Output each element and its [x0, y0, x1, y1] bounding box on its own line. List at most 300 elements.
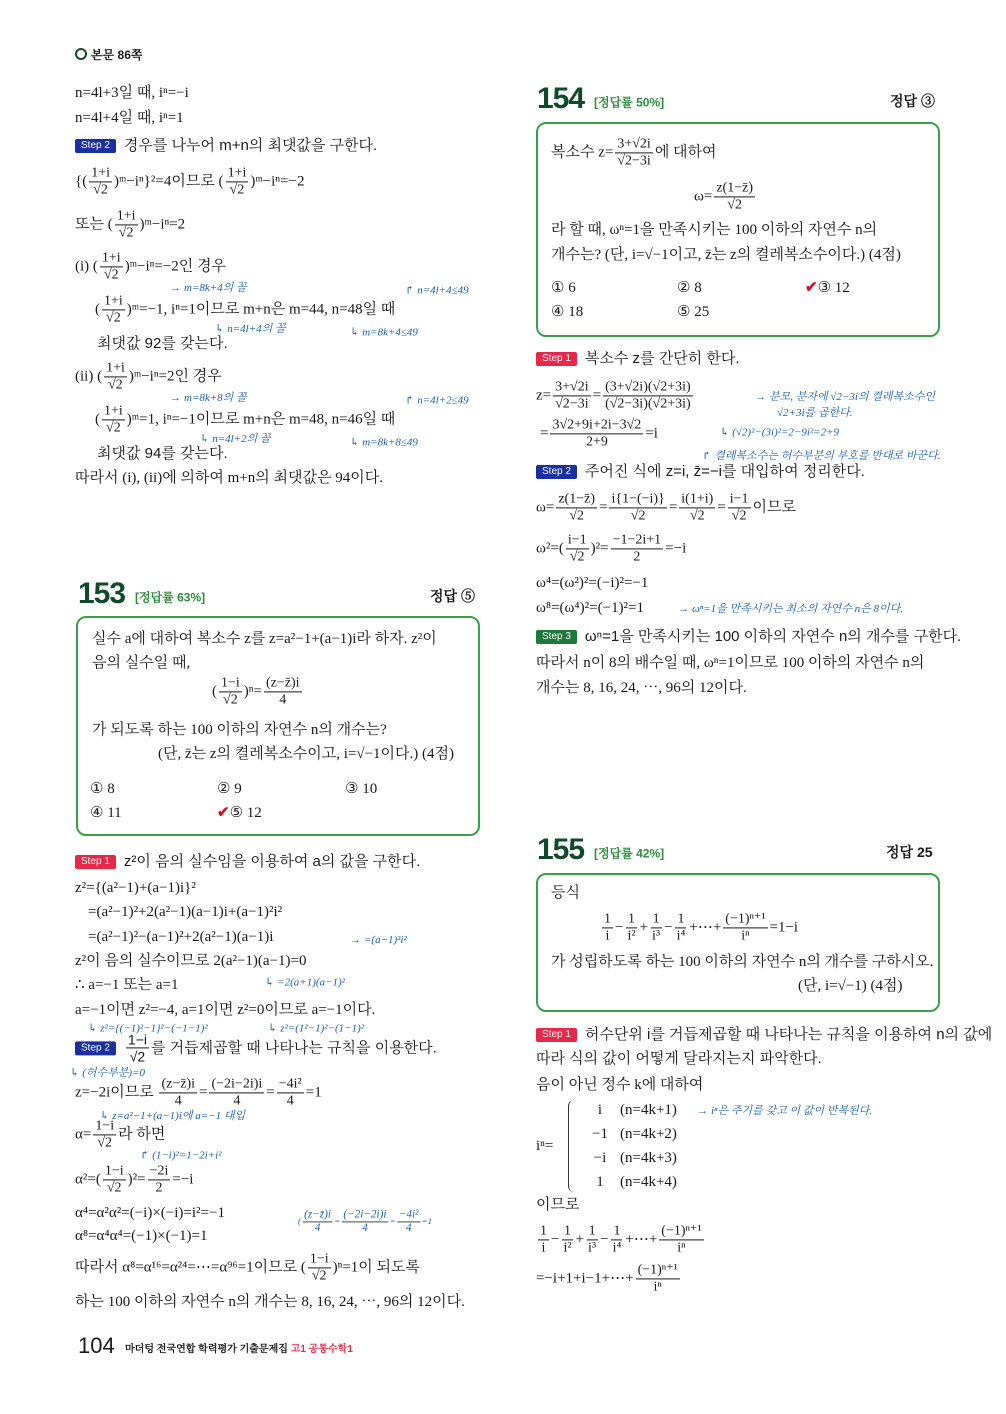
- math-text: 따라서 α⁸=α¹⁶=α²⁴=⋯=α⁹⁶=1이므로 (: [75, 1259, 306, 1276]
- step-title: 경우를 나누어 m+n의 최댓값을 구한다.: [123, 137, 378, 154]
- denominator: 4: [174, 1093, 182, 1109]
- step-heading: [536, 350, 740, 368]
- numerator: 1: [626, 911, 637, 928]
- math-line: 하는 100 이하의 자연수 n의 개수는 8, 16, 24, ⋯, 96의 12이다.: [75, 1294, 465, 1310]
- case-value: −1: [592, 1126, 608, 1142]
- math-text: =1−i: [769, 919, 799, 936]
- fraction: [561, 1223, 573, 1256]
- numerator: (−1)ⁿ⁺¹: [723, 911, 767, 928]
- choice-2: ② 8: [677, 280, 702, 296]
- math-text: α=: [75, 1126, 92, 1143]
- numerator: 1−i: [103, 1163, 126, 1180]
- denominator: i: [605, 928, 610, 944]
- fraction: [586, 1223, 598, 1256]
- step-heading: [75, 853, 420, 871]
- math-text: =1: [421, 1216, 432, 1227]
- step-badge: Step 1: [536, 1028, 577, 1042]
- denominator: √2: [311, 1268, 327, 1284]
- denominator: i²: [563, 1240, 572, 1256]
- numerator: 3+√2i: [553, 379, 590, 396]
- fraction: [103, 1163, 126, 1196]
- arrow-icon: ↳: [200, 433, 210, 445]
- denominator: iⁿ: [677, 1240, 686, 1256]
- text-line: 최댓값 92를 갖는다.: [97, 335, 228, 352]
- numerator: 3√2+9i+2i−3√2: [550, 417, 643, 434]
- math-text: +: [639, 919, 649, 936]
- math-text: )ᵐ−iⁿ=2인 경우: [128, 368, 222, 385]
- arrow-icon: ↳: [88, 1022, 98, 1035]
- numerator: 3+√2i: [615, 136, 652, 153]
- arrow-icon: ↳: [100, 1110, 110, 1122]
- fraction: [723, 911, 767, 944]
- numerator: −2i: [148, 1163, 171, 1180]
- denominator: √2: [118, 225, 134, 241]
- fraction: [226, 165, 249, 198]
- denominator: √2: [129, 1048, 146, 1065]
- question-text: 가 성립하도록 하는 100 이하의 자연수 n의 개수를 구하시오.: [551, 954, 934, 970]
- answer-label: 정답 25: [886, 844, 933, 860]
- annotation-text: m=8k+4≤49: [362, 326, 418, 339]
- math-text: 이므로: [752, 499, 797, 516]
- arrow-icon: →: [170, 392, 181, 404]
- math-text: α²=(: [75, 1171, 101, 1188]
- math-text: ω=: [694, 188, 713, 205]
- math-text: (: [95, 411, 100, 428]
- math-text: {(: [75, 173, 88, 190]
- fraction: [636, 1262, 680, 1295]
- fraction: [659, 1223, 703, 1256]
- annotation-text: z=a²−1+(a−1)i에 a=−1 대입: [112, 1110, 246, 1122]
- case-value: i: [597, 1102, 603, 1118]
- fraction: [603, 379, 693, 412]
- math-text: (i) (: [75, 258, 98, 275]
- math-text: =: [599, 499, 608, 516]
- choice-1: ① 6: [551, 280, 576, 296]
- fraction: [609, 491, 666, 524]
- numerator: 1: [602, 911, 613, 928]
- math-text: −: [551, 1231, 560, 1248]
- annotation-text: m=8k+8≤49: [362, 436, 418, 449]
- check-mark-icon: ✔: [805, 280, 818, 296]
- text-line: n=4l+4일 때, iⁿ=1: [75, 110, 184, 126]
- fraction: [102, 403, 125, 436]
- math-line: [75, 1118, 165, 1151]
- annotation-text: z²=(1²−1)²−(1−1)²: [280, 1022, 365, 1035]
- choice-3-correct: [805, 279, 850, 297]
- math-line: =(a²−1)²−(a−1)²+2(a²−1)(a−1)i: [88, 929, 274, 945]
- annotation: [140, 1149, 222, 1162]
- numerator: 1−i: [219, 675, 242, 692]
- step-heading: [75, 137, 377, 155]
- annotation: [350, 326, 418, 339]
- fraction: [611, 1223, 624, 1256]
- math-text: +⋯+: [625, 1231, 658, 1248]
- fraction: [538, 1223, 549, 1256]
- math-text: =: [668, 499, 678, 516]
- case-value: 1: [596, 1174, 604, 1190]
- numerator: 1−i: [127, 1031, 147, 1048]
- denominator: 2: [155, 1180, 163, 1196]
- math-line: [212, 675, 304, 708]
- math-line: [75, 208, 185, 241]
- fraction: [159, 1076, 197, 1109]
- step-badge: Step 3: [536, 630, 577, 644]
- denominator: √2: [106, 310, 121, 326]
- step-title: z²이 음의 실수임을 이용하여 a의 값을 구한다.: [123, 853, 421, 870]
- choice-5-correct: [217, 804, 262, 822]
- math-text: )²=: [590, 540, 609, 557]
- denominator: i⁴: [612, 1240, 622, 1256]
- fraction: [714, 180, 755, 213]
- arrow-icon: →: [678, 603, 689, 615]
- numerator: 1: [675, 911, 686, 928]
- choice-label: ⑤ 12: [229, 805, 262, 821]
- fraction: [277, 1076, 304, 1109]
- annotation-text: n=4l+2의 꼴: [212, 433, 271, 445]
- case-value: −i: [593, 1150, 607, 1166]
- math-text: +⋯+: [689, 919, 722, 936]
- math-text: =: [592, 387, 602, 404]
- math-text: )ᵐ−iⁿ=−2: [250, 173, 305, 190]
- denominator: i²: [627, 928, 636, 944]
- question-text: (단, z̄는 z의 켤레복소수이고, i=√−1이다.) (4점): [158, 746, 454, 762]
- numerator: 1: [587, 1223, 598, 1240]
- case-condition: (n=4k+2): [620, 1126, 677, 1142]
- fraction: [148, 1163, 171, 1196]
- annotation-text: =(a−1)²i²: [364, 934, 407, 946]
- arrow-icon: ↳: [720, 426, 730, 439]
- denominator: √2: [689, 508, 705, 524]
- math-text: =: [389, 1216, 396, 1227]
- arrow-icon: →: [755, 391, 766, 403]
- case-row: [580, 1101, 677, 1119]
- denominator: √2: [97, 1135, 113, 1151]
- numerator: i{1−(−i)}: [609, 491, 666, 508]
- denominator: √2−3i: [555, 396, 589, 412]
- fraction: [550, 417, 643, 450]
- math-line: ∴ a=−1 또는 a=1: [75, 977, 179, 993]
- math-text: =: [717, 499, 726, 516]
- math-line: [536, 491, 796, 524]
- math-text: )ᵐ=1, iⁿ=−1이므로 m+n은 m=48, n=46일 때: [126, 411, 396, 428]
- denominator: iⁿ: [653, 1279, 662, 1295]
- numerator: i(1+i): [679, 491, 715, 508]
- math-line: [600, 911, 798, 944]
- math-text: =: [266, 1084, 275, 1101]
- numerator: 1+i: [115, 208, 138, 225]
- numerator: 1: [562, 1223, 573, 1240]
- numerator: (−2i−2i)i: [209, 1076, 264, 1093]
- section-label: 본문 86쪽: [91, 48, 143, 62]
- fraction: [126, 1031, 149, 1064]
- denominator: 4: [314, 1222, 321, 1235]
- math-text: =i: [645, 425, 658, 442]
- math-line: [75, 165, 304, 198]
- step-title: 주어진 식에 z=i, z̄=−i를 대입하여 정리한다.: [584, 463, 865, 480]
- page-number: 104: [78, 1333, 115, 1358]
- fraction: [556, 491, 597, 524]
- step-title: 복소수 z를 간단히 한다.: [584, 350, 740, 367]
- math-text: 복소수 z=: [551, 144, 614, 161]
- problem-number: 153: [78, 577, 126, 610]
- correct-rate: [정답률 50%]: [594, 95, 665, 110]
- numerator: i−1: [566, 532, 589, 549]
- book-title: [125, 1340, 353, 1355]
- step-title: [124, 1031, 437, 1065]
- denominator: i: [541, 1240, 546, 1256]
- annotation: [755, 388, 935, 404]
- step-title: ωⁿ=1을 만족시키는 100 이하의 자연수 n의 개수를 구한다.: [584, 628, 962, 645]
- fraction: [209, 1076, 264, 1109]
- annotation: [720, 426, 839, 439]
- correct-rate: [정답률 42%]: [594, 846, 665, 861]
- annotation-text: (√2)²−(3i)²=2−9i²=2+9: [732, 426, 840, 439]
- math-line: [536, 1262, 682, 1295]
- math-line: [551, 136, 717, 169]
- denominator: 4: [279, 692, 287, 708]
- math-line: α⁸=α⁴α⁴=(−1)×(−1)=1: [75, 1228, 208, 1244]
- numerator: (z−z̄)i: [264, 675, 302, 692]
- math-text: (: [298, 1216, 301, 1227]
- math-line: [75, 1251, 420, 1284]
- fraction: [89, 165, 112, 198]
- math-text: −: [615, 919, 624, 936]
- math-line: a=−1이면 z²=−4, a=1이면 z²=0이므로 a=−1이다.: [75, 1002, 376, 1018]
- math-line: ω⁸=(ω⁴)²=(−1)²=1: [536, 600, 645, 616]
- numerator: 1+i: [226, 165, 249, 182]
- math-line: =(a²−1)²+2(a²−1)(a−1)i+(a−1)²i²: [88, 904, 283, 920]
- annotation-text: m=8k+4의 꼴: [184, 282, 247, 294]
- math-text: =−i: [665, 540, 687, 557]
- arrow-icon: ↱: [140, 1149, 150, 1162]
- fraction: [675, 911, 688, 944]
- case-condition: (n=4k+4): [620, 1174, 677, 1190]
- case-condition: (n=4k+3): [620, 1150, 677, 1166]
- numerator: (−2i−2i)i: [343, 1208, 387, 1221]
- annotation: [697, 1102, 872, 1118]
- text-line: 최댓값 94를 갖는다.: [97, 445, 228, 462]
- fraction: [303, 1209, 333, 1236]
- math-line: [694, 180, 757, 213]
- math-text: −: [664, 919, 673, 936]
- book-name: 마더텅 전국연합 학력평가 기출문제집: [125, 1344, 288, 1355]
- annotation: √2+3i를 곱한다.: [777, 407, 853, 419]
- math-text: ω=: [536, 499, 555, 516]
- fraction: [308, 1251, 331, 1284]
- step-badge: Step 2: [536, 465, 577, 479]
- text-line: n=4l+3일 때, iⁿ=−i: [75, 85, 189, 101]
- math-text: +: [575, 1231, 585, 1248]
- text-line: 따라서 (i), (ii)에 의하여 m+n의 최댓값은 94이다.: [75, 470, 383, 486]
- question-text: 개수는? (단, i=√−1이고, z̄는 z의 켤레복소수이다.) (4점): [551, 247, 901, 263]
- denominator: 2: [633, 549, 641, 565]
- choice-2: ② 9: [217, 781, 242, 797]
- math-text: (ii) (: [75, 368, 103, 385]
- annotation-text: (허수부분)=0: [82, 1067, 145, 1079]
- annotation: [265, 976, 345, 989]
- annotation-text: iⁿ은 주기를 갖고 이 값이 반복된다.: [711, 1105, 873, 1117]
- math-line: [540, 417, 658, 450]
- numerator: 1: [651, 911, 662, 928]
- numerator: −1−2i+1: [611, 532, 664, 549]
- fraction: [342, 1209, 388, 1236]
- annotation-text: (1−i)²=1−2i+i²: [152, 1149, 222, 1162]
- problem-number: 155: [537, 833, 585, 866]
- arrow-icon: ↳: [265, 976, 275, 989]
- math-text: =: [334, 1216, 341, 1227]
- step-badge: Step 2: [75, 1041, 116, 1055]
- annotation: [405, 284, 469, 297]
- arrow-icon: ↳: [70, 1067, 80, 1079]
- question-text: 실수 a에 대하여 복소수 z를 z=a²−1+(a−1)i라 하자. z²이: [92, 631, 437, 647]
- math-text: −: [600, 1231, 609, 1248]
- math-text: )ᵐ=−1, iⁿ=1이므로 m+n은 m=44, n=48일 때: [126, 301, 396, 318]
- math-text: =−i: [172, 1171, 194, 1188]
- arrow-icon: ↱: [405, 284, 415, 297]
- math-text: (: [95, 301, 100, 318]
- math-text: =: [199, 1084, 208, 1101]
- circle-bullet-icon: [75, 48, 87, 60]
- question-text: 등식: [551, 884, 580, 901]
- math-line: iⁿ=: [536, 1138, 554, 1154]
- numerator: (z−z̄)i: [304, 1208, 331, 1221]
- math-text: 를 거듭제곱할 때 나타나는 규칙을 이용한다.: [151, 1038, 437, 1056]
- denominator: √2: [569, 549, 585, 565]
- numerator: 1−i: [308, 1251, 331, 1268]
- text-line: 음이 아닌 정수 k에 대하여: [536, 1077, 704, 1093]
- choice-3: ③ 10: [345, 781, 378, 797]
- numerator: z(1−z̄): [556, 491, 597, 508]
- denominator: √2: [103, 267, 119, 283]
- math-line: α⁴=α²α²=(−i)×(−i)=i²=−1: [75, 1205, 225, 1221]
- choice-5: ⑤ 25: [677, 304, 710, 320]
- annotation: [702, 447, 941, 463]
- brace-icon: [568, 1100, 579, 1192]
- annotation: [200, 430, 271, 446]
- answer-label: 정답 ③: [890, 93, 935, 109]
- denominator: i³: [588, 1240, 597, 1256]
- text-line: 이므로: [536, 1196, 580, 1213]
- denominator: (√2−3i)(√2+3i): [605, 396, 691, 412]
- step-badge: Step 1: [75, 855, 116, 869]
- choice-1: ① 8: [90, 781, 115, 797]
- numerator: −4i²: [398, 1208, 419, 1221]
- arrow-icon: →: [170, 282, 181, 294]
- numerator: 1+i: [104, 360, 127, 377]
- fraction: [93, 1118, 116, 1151]
- denominator: 2+9: [585, 434, 608, 450]
- denominator: 4: [362, 1222, 368, 1235]
- choice-4: ④ 11: [90, 805, 122, 821]
- annotation-text: n=4l+2≤49: [417, 394, 469, 407]
- numerator: 1+i: [102, 293, 125, 310]
- annotation-text: n=4l+4의 꼴: [227, 323, 286, 335]
- denominator: √2: [727, 197, 743, 213]
- math-text: z=: [536, 387, 552, 404]
- fraction: [100, 250, 123, 283]
- denominator: 4: [233, 1093, 241, 1109]
- annotation: [350, 436, 418, 449]
- math-text: 에 대하여: [654, 144, 717, 161]
- math-line: [75, 1076, 322, 1109]
- math-text: ω²=(: [536, 540, 564, 557]
- math-text: 라 하면: [118, 1126, 166, 1143]
- arrow-icon: ↳: [215, 323, 225, 335]
- numerator: −4i²: [277, 1076, 304, 1093]
- denominator: i⁴: [676, 928, 686, 944]
- math-text: (: [212, 683, 217, 700]
- numerator: 1: [611, 1223, 622, 1240]
- section-reference: [75, 46, 142, 63]
- fraction: [728, 491, 751, 524]
- math-text: )²=: [127, 1171, 146, 1188]
- case-row: [580, 1173, 677, 1191]
- fraction: [602, 911, 613, 944]
- math-text: )ᵐ−iⁿ=−2인 경우: [124, 258, 227, 275]
- numerator: z(1−z̄): [714, 180, 755, 197]
- annotation-text: z²={(−1)²−1}²−(−1−1)²: [100, 1022, 208, 1035]
- arrow-icon: ↳: [350, 436, 360, 449]
- math-text: z=−2i이므로: [75, 1084, 158, 1101]
- annotation-text: m=8k+8의 꼴: [184, 392, 247, 404]
- annotation-text: n=4l+4≤49: [417, 284, 469, 297]
- numerator: (−1)ⁿ⁺¹: [659, 1223, 703, 1240]
- text-line: 개수는 8, 16, 24, ⋯, 96의 12이다.: [536, 680, 747, 696]
- numerator: 1: [538, 1223, 549, 1240]
- denominator: √2: [630, 508, 646, 524]
- denominator: √2: [93, 182, 108, 198]
- arrow-icon: →: [697, 1105, 708, 1117]
- denominator: √2: [106, 420, 121, 436]
- math-text: )ⁿ=1이 되도록: [332, 1259, 420, 1276]
- choice-4: ④ 18: [551, 304, 584, 320]
- numerator: 1+i: [89, 165, 112, 182]
- math-text: =1: [305, 1084, 322, 1101]
- annotation-text: 켤레복소수는 허수부분의 부호를 반대로 바꾼다.: [714, 450, 941, 462]
- numerator: (z−z̄)i: [159, 1076, 197, 1093]
- math-line: z²={(a²−1)+(a−1)i}²: [75, 880, 196, 896]
- arrow-icon: ↳: [350, 326, 360, 339]
- step-title-cont: 따라 식의 값이 어떻게 달라지는지 파악한다.: [536, 1050, 822, 1067]
- numerator: 1+i: [102, 403, 125, 420]
- problem-number: 154: [537, 82, 585, 115]
- math-text: =: [540, 425, 549, 442]
- numerator: (3+√2i)(√2+3i): [603, 379, 693, 396]
- annotation-text: ωⁿ=1을 만족시키는 최소의 자연수 n은 8이다.: [692, 603, 904, 615]
- annotation-text: 분모, 분자에 √2−3i의 켤레복소수인: [769, 391, 936, 403]
- arrow-icon: →: [350, 934, 361, 946]
- step-heading: [536, 1026, 992, 1044]
- step-badge: Step 2: [75, 139, 116, 153]
- fraction: [615, 136, 652, 169]
- fraction: [104, 360, 127, 393]
- math-text: )ᵐ−iⁿ}²=4이므로 (: [114, 173, 224, 190]
- correct-rate: [정답률 63%]: [135, 590, 206, 605]
- question-text: 가 되도록 하는 100 이하의 자연수 n의 개수는?: [92, 722, 387, 738]
- denominator: 4: [405, 1222, 412, 1235]
- step-heading: [75, 1031, 437, 1064]
- choice-label: ③ 12: [817, 280, 850, 296]
- fraction: [650, 911, 662, 944]
- book-subject: 고1 공통수학1: [290, 1344, 353, 1355]
- step-title: 허수단위 i를 거듭제곱할 때 나타나는 규칙을 이용하여 n의 값에: [584, 1026, 993, 1043]
- fraction: [625, 911, 637, 944]
- check-mark-icon: ✔: [217, 805, 230, 821]
- question-text: 라 할 때, ωⁿ=1을 만족시키는 100 이하의 자연수 n의: [551, 222, 878, 238]
- math-line: z²이 음의 실수이므로 2(a²−1)(a−1)=0: [75, 953, 307, 969]
- denominator: √2: [569, 508, 585, 524]
- annotation: [678, 600, 903, 616]
